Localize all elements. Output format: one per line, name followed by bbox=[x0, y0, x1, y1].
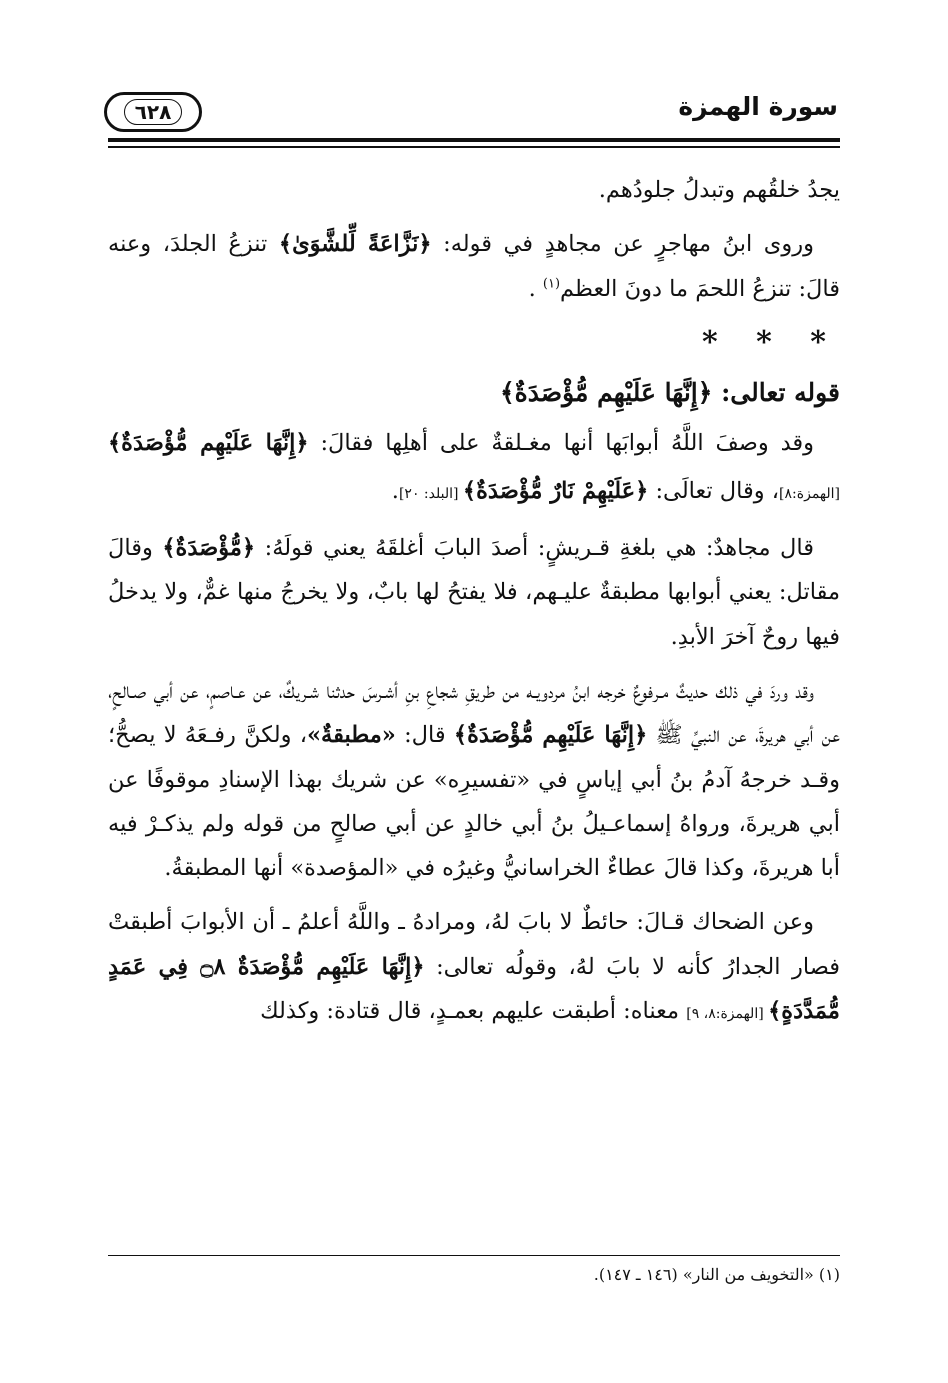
page-header bbox=[100, 84, 840, 136]
verse-reference: [الهمزة:٨، ٩] bbox=[686, 1006, 769, 1023]
text: معناه: أطبقت عليهم بعمـدٍ، قال قتادة: وكذلك bbox=[260, 998, 687, 1025]
text: يجدُ خلقُهم وتبدلُ جلودُهم. bbox=[598, 177, 840, 203]
paragraph bbox=[108, 526, 840, 659]
text: وقالَ مقاتل: يعني أبوابها مطبقةٌ عليـهم، فلا يفتحُ لها بابٌ، ولا يخرجُ منها غمٌّ، ولا يدخلُ فيها روحٌ آخرَ الأبدِ. bbox=[108, 535, 840, 650]
text: . bbox=[528, 275, 543, 302]
footnote: (١) «التخويف من النار» (١٤٦ ـ ١٤٧). bbox=[593, 1265, 840, 1284]
paragraph bbox=[108, 168, 840, 212]
header-rule-thin bbox=[108, 146, 840, 148]
heading-text: قوله تعالى: bbox=[712, 378, 840, 408]
quran-quote: ﴿إِنَّهَا عَلَيْهِم مُّؤْصَدَةٌ ۝٨ فِي عَمَدٍ مُّمَدَّدَةٍ﴾ bbox=[108, 953, 840, 1025]
section-heading bbox=[108, 371, 840, 415]
quran-quote: ﴿مُّؤْصَدَةٌ﴾ bbox=[162, 535, 256, 562]
text: ، ولكنَّ رفـعَهُ لا يصحُّ؛ وقـد خرجهُ آدمُ بنُ أبي إياسٍ في «تفسيرِه» عن شريك بهذا الإسنادِ موقوفًا عن أبي هريرةَ، ورواهُ إسماعـيلُ بنُ أبي خالدٍ عن أبي صالحٍ من قوله ولم يذكـرْ فيه أبا هريرةَ، وكذا قالَ عطاءٌ الخراسانيُّ وغيرُه في «المؤصدة» أنها المطبقةُ. bbox=[108, 722, 840, 882]
page-number: ٦٢٨ bbox=[124, 99, 183, 125]
footnote-rule bbox=[108, 1255, 840, 1256]
header-rule-thick bbox=[108, 138, 840, 142]
quran-quote: ﴿نَزَّاعَةً لِّلشَّوَىٰ﴾ bbox=[278, 231, 432, 258]
verse-reference: [الهمزة:٨] bbox=[779, 485, 840, 502]
text: وعن الضحاك قـالَ: حائطٌ لا بابَ لهُ، ومرادهُ ـ واللَّهُ أعلمُ ـ أن الأبوابَ أطبقتْ فصار الجدارُ كأنه لا بابَ لهُ، وقولُه تعالى: bbox=[108, 909, 840, 980]
text: تنزعُ الجلدَ، وعنه قالَ: تنزعُ اللحمَ ما دونَ العظم bbox=[108, 231, 840, 302]
text: قال: bbox=[395, 722, 454, 749]
heading-quote: ﴿إِنَّهَا عَلَيْهِم مُّؤْصَدَةٌ﴾ bbox=[499, 378, 713, 408]
quran-quote: ﴿إِنَّهَا عَلَيْهِم مُّؤْصَدَةٌ﴾ bbox=[108, 430, 309, 457]
text: ، وقال تعالَى: bbox=[648, 477, 780, 504]
text: قال مجاهدٌ: هي بلغةِ قـريشٍ: أصدَ البابَ أغلقَهُ يعني قولَهُ: bbox=[255, 535, 814, 562]
footnote-marker[interactable]: (١) bbox=[542, 276, 561, 292]
page-body bbox=[108, 168, 840, 1046]
verse-reference: [البلد: ٢٠] bbox=[398, 485, 463, 502]
text: . bbox=[391, 477, 399, 504]
quran-quote: ﴿إِنَّهَا عَلَيْهِم مُّؤْصَدَةٌ﴾ bbox=[453, 722, 648, 749]
text: وقد وصفَ اللَّهُ أبوابَها أنها مغـلقةٌ على أهلِها فقالَ: bbox=[308, 430, 815, 457]
paragraph bbox=[108, 900, 840, 1036]
section-separator: * * * bbox=[702, 324, 840, 360]
text: وقد وردَ في ذلك حديثٌ مـرفوعٌ خرجه ابنُ مردويـه من طريقِ شجاعِ بنِ أشـرسَ حدثنا شـريكٌ، عن عـاصمٍ، عن أبي صـالحٍ، عن أبي هريرةَ، عن النبيِّ ﷺ bbox=[108, 677, 840, 749]
page-number-badge bbox=[104, 92, 202, 132]
paragraph bbox=[108, 421, 840, 516]
paragraph bbox=[108, 222, 840, 311]
hadith-quote: «مطبقةٌ» bbox=[306, 722, 396, 749]
quran-quote: ﴿عَلَيْهِمْ نَارٌ مُّؤْصَدَةٌ﴾ bbox=[462, 477, 649, 504]
surah-title: سورة الهمزة bbox=[678, 92, 838, 121]
paragraph bbox=[108, 669, 840, 890]
text: وروى ابنُ مهاجرٍ عن مجاهدٍ في قوله: bbox=[431, 231, 815, 258]
